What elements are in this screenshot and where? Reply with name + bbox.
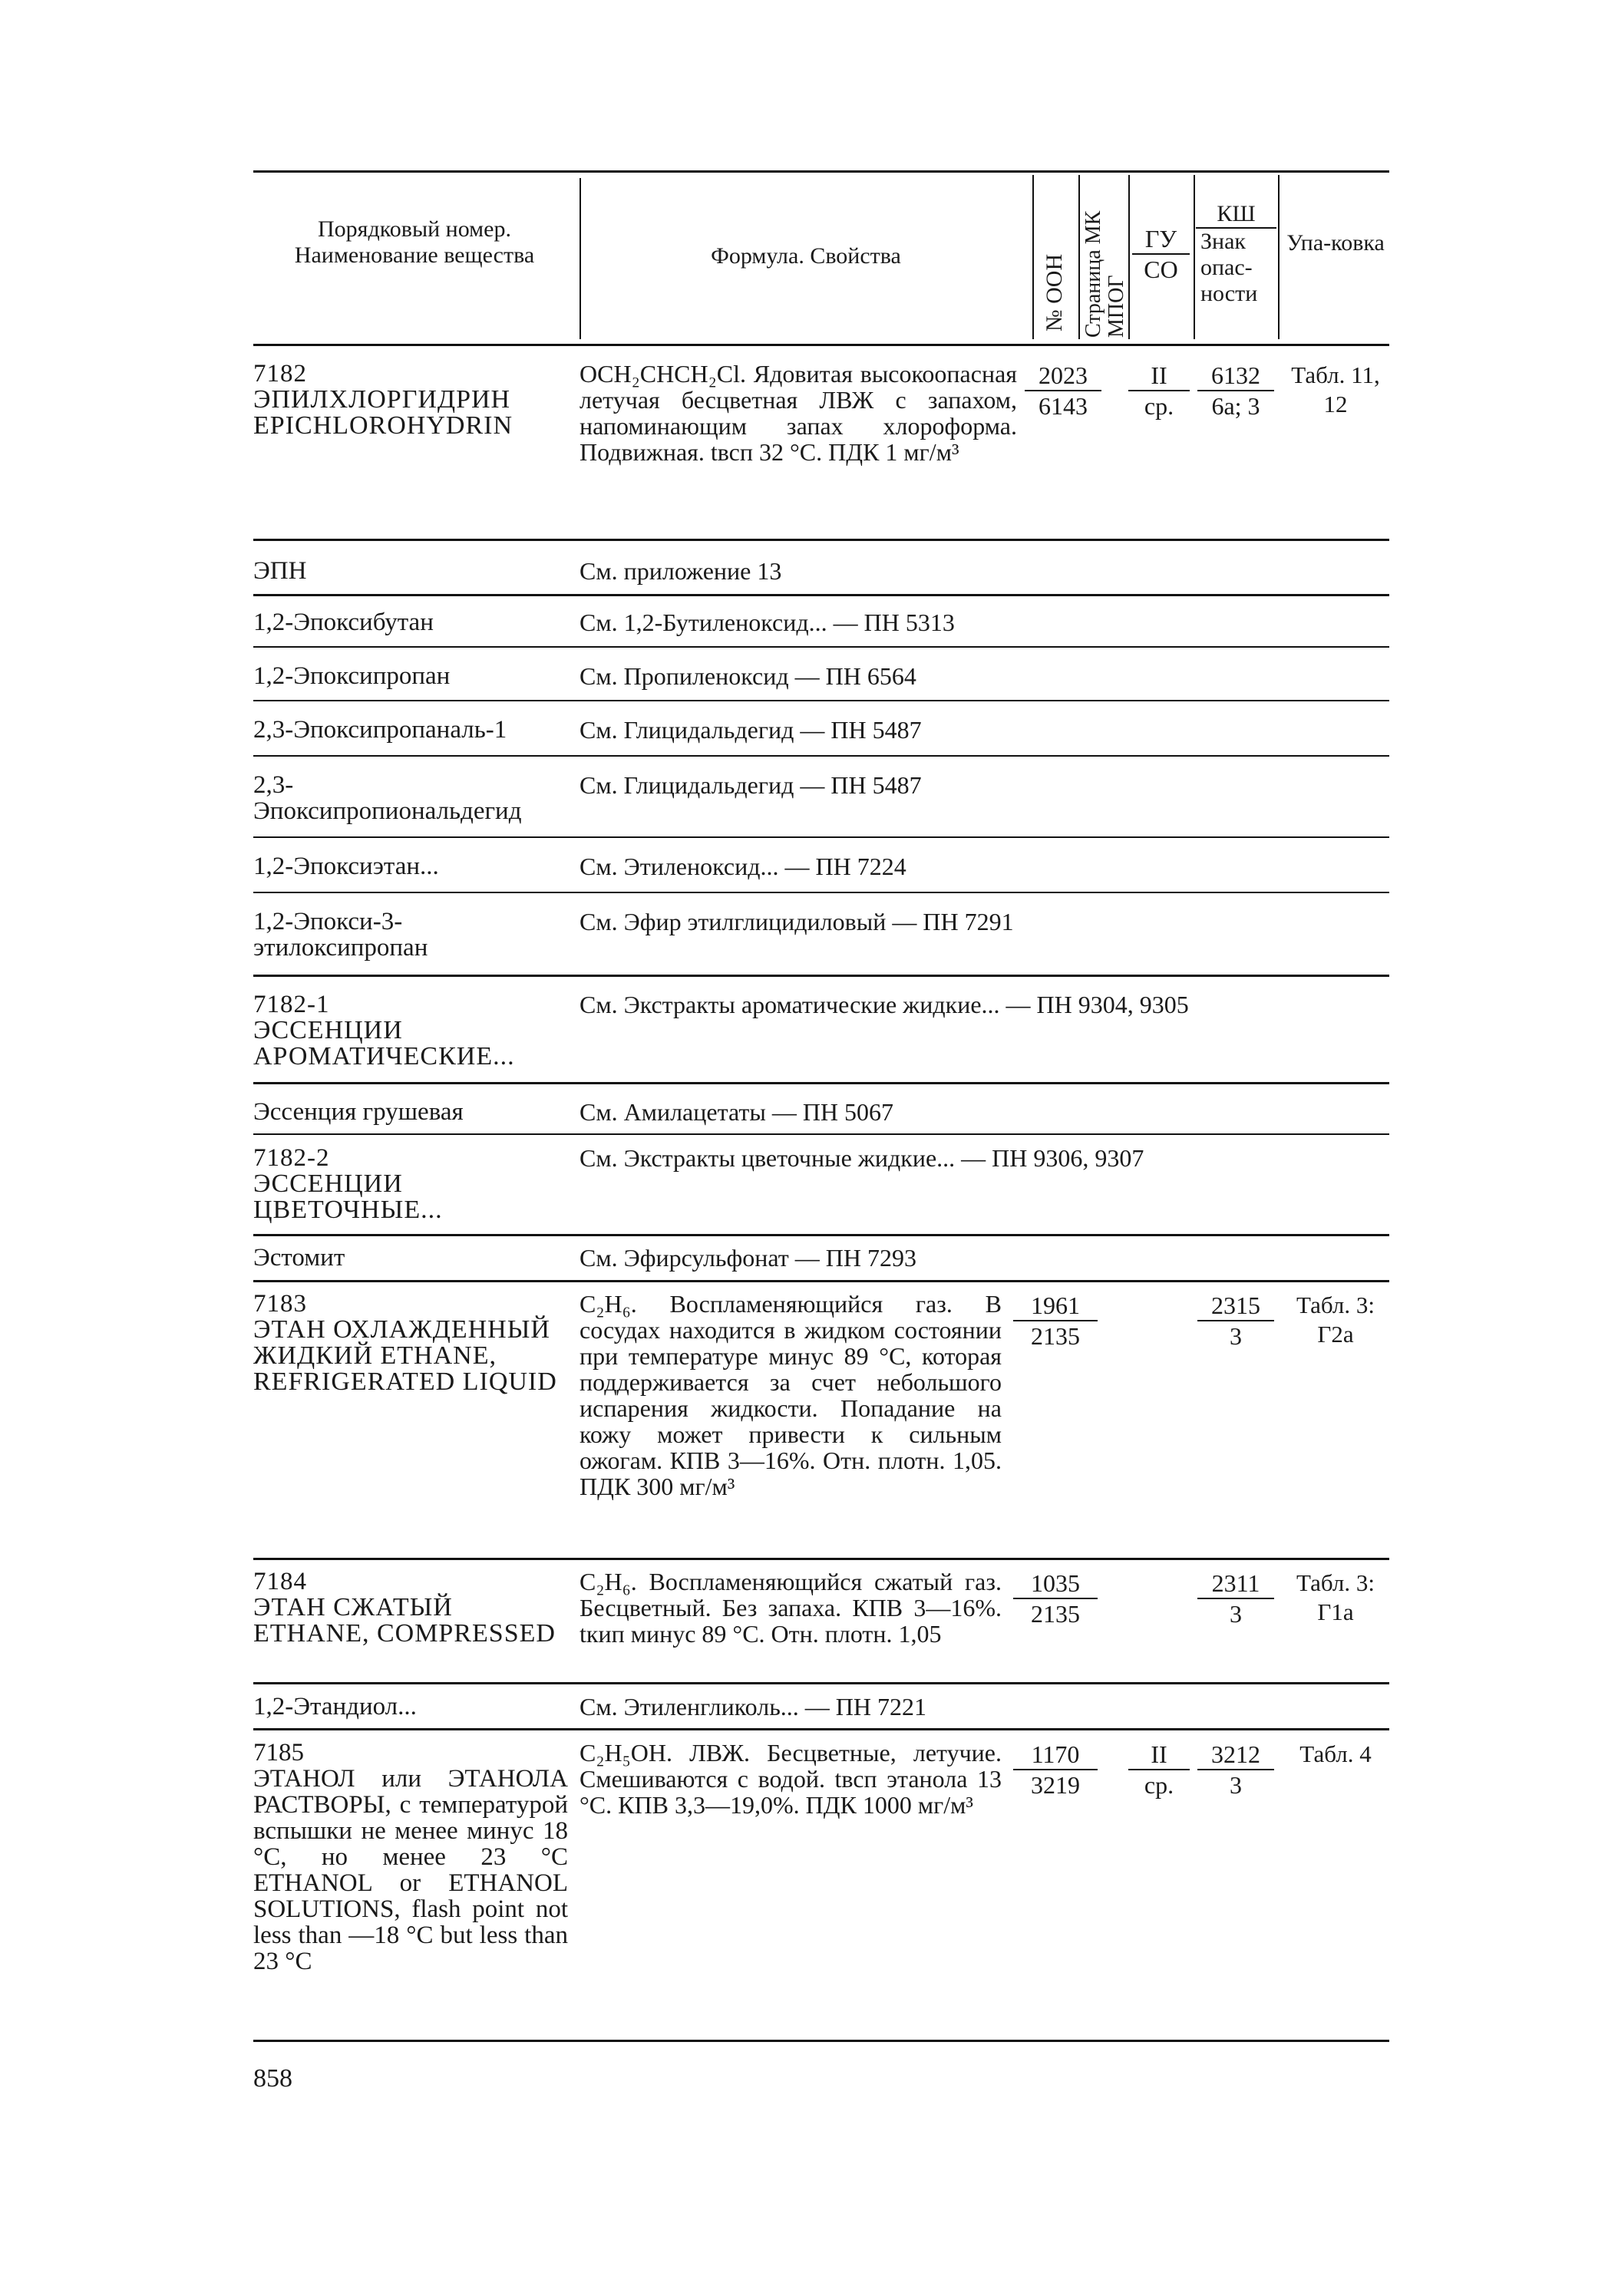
row-desc: См. приложение 13 [580, 557, 782, 585]
page-number: 858 [253, 2064, 292, 2093]
ksh-sign: $\frac{3212}{3}$ [1197, 1740, 1274, 1800]
row-number: 7182 [253, 360, 307, 388]
row-name: 1,2-Эпокси-3-этилоксипропан [253, 908, 428, 962]
header-ksh: КШ Знак опас-ности [1196, 201, 1276, 307]
row-desc: C₂H₅OH. ЛВЖ. Бесцветные, летучие. Смешиваются с водой. tвсп этанола 13 °С. КПВ 3,3—19,0%. ПДК 1000 мг/м³ [580, 1739, 1002, 1819]
row-desc: См. Эфир этилглицидиловый — ПН 7291 [580, 908, 1014, 935]
row-name: Эстомит [253, 1244, 345, 1272]
oon-page: $\frac{1961}{2135}$ [1013, 1291, 1098, 1351]
header-gu-co: ГУ СО [1132, 224, 1190, 284]
row-desc: C₂H₆. Воспламеняющийся газ. В сосудах находится в жидком состоянии при температуре минус 89 °С, которая поддерживается за счет небольшого испарения жидкости. Попадание на кожу может привести к сильным ожогам. КПВ 3—16%. Отн. плотн. 1,05. ПДК 300 мг/м³ [580, 1290, 1002, 1500]
row-number: 7183 [253, 1290, 307, 1318]
row-desc: См. Этиленгликоль... — ПН 7221 [580, 1693, 926, 1720]
row-name: ЭПИЛХЛОРГИДРИН EPICHLOROHYDRIN [253, 385, 513, 440]
row-pack: Табл. 3: Г1а [1296, 1569, 1375, 1625]
row-desc: См. 1,2-Бутиленоксид... — ПН 5313 [580, 609, 955, 636]
row-name: ЭТАН ОХЛАЖДЕННЫЙ ЖИДКИЙ ETHANE, REFRIGERATED LIQUID [253, 1315, 557, 1396]
row-name: ЭТАНОЛ или ЭТАНОЛА РАСТВОРЫ, с температурой вспышки не менее минус 18 °С, но менее 23 °С ETHANOL or ETHANOL SOLUTIONS, flash point not less than —18 °С but less than 23 °С [253, 1765, 568, 1975]
oon-page: $\frac{1170}{3219}$ [1013, 1740, 1098, 1800]
row-name: ЭССЕНЦИИ АРОМАТИЧЕСКИЕ... [253, 1016, 515, 1070]
header-name: Порядковый номер. Наименование вещества [294, 216, 535, 268]
row-pack: Табл. 11, 12 [1291, 361, 1380, 417]
header-bottom-rule [253, 344, 1389, 346]
row-name: ЭПН [253, 557, 307, 585]
row-desc: См. Глицидальдегид — ПН 5487 [580, 716, 922, 744]
row-desc: См. Глицидальдегид — ПН 5487 [580, 771, 922, 799]
header-pack: Упа-ковка [1286, 230, 1385, 256]
row-name: ЭССЕНЦИИ ЦВЕТОЧНЫЕ... [253, 1169, 443, 1224]
ksh-sign: $\frac{2315}{3}$ [1197, 1291, 1274, 1351]
row-desc: См. Пропиленоксид — ПН 6564 [580, 662, 916, 690]
row-desc: OCH₂CHCH₂Cl. Ядовитая высокоопасная летучая бесцветная ЛВЖ с запахом, напоминающим запах хлороформа. Подвижная. tвсп 32 °С. ПДК 1 мг/м³ [580, 360, 1017, 466]
row-desc: См. Экстракты ароматические жидкие... — ПН 9304, 9305 [580, 991, 1189, 1018]
row-name: 1,2-Эпоксиэтан... [253, 853, 439, 880]
row-pack: Табл. 4 [1299, 1740, 1372, 1767]
row-desc: См. Амилацетаты — ПН 5067 [580, 1098, 894, 1126]
row-name: ЭТАН СЖАТЫЙ ETHANE, COMPRESSED [253, 1593, 556, 1648]
row-name: 1,2-Эпоксипропан [253, 662, 451, 690]
row-name: 2,3-Эпоксипропиональдегид [253, 771, 522, 825]
row-desc: C₂H₆. Воспламеняющийся сжатый газ. Бесцветный. Без запаха. КПВ 3—16%. tкип минус 89 °С. Отн. плотн. 1,05 [580, 1568, 1002, 1648]
row-desc: См. Эфирсульфонат — ПН 7293 [580, 1244, 916, 1272]
gu-co: II ср. [1128, 1740, 1190, 1800]
oon-page: $\frac{1035}{2135}$ [1013, 1569, 1098, 1628]
row-name: Эссенция грушевая [253, 1098, 464, 1126]
header-page: Страница МК МПОГ [1081, 210, 1128, 338]
ksh-sign: $\frac{2311}{3}$ [1197, 1569, 1274, 1628]
row-number: 7184 [253, 1568, 307, 1595]
header-oon: № ООН [1042, 253, 1067, 332]
row-name: 1,2-Эпоксибутан [253, 609, 434, 636]
row-number: 7185 [253, 1739, 304, 1767]
header-formula: Формула. Свойства [711, 243, 901, 269]
row-number: 7182-2 [253, 1144, 330, 1172]
oon-page: $\frac{2023}{6143}$ [1025, 361, 1101, 421]
ksh-sign: 6132 6а; 3 [1197, 361, 1274, 421]
row-name: 1,2-Этандиол... [253, 1693, 417, 1720]
gu-co: II ср. [1128, 361, 1190, 421]
row-desc: См. Экстракты цветочные жидкие... — ПН 9306, 9307 [580, 1144, 1144, 1172]
row-number: 7182-1 [253, 991, 330, 1018]
row-name: 2,3-Эпоксипропаналь-1 [253, 716, 507, 744]
row-desc: См. Этиленоксид... — ПН 7224 [580, 853, 906, 880]
row-pack: Табл. 3: Г2а [1296, 1292, 1375, 1348]
table-header [253, 170, 1389, 344]
